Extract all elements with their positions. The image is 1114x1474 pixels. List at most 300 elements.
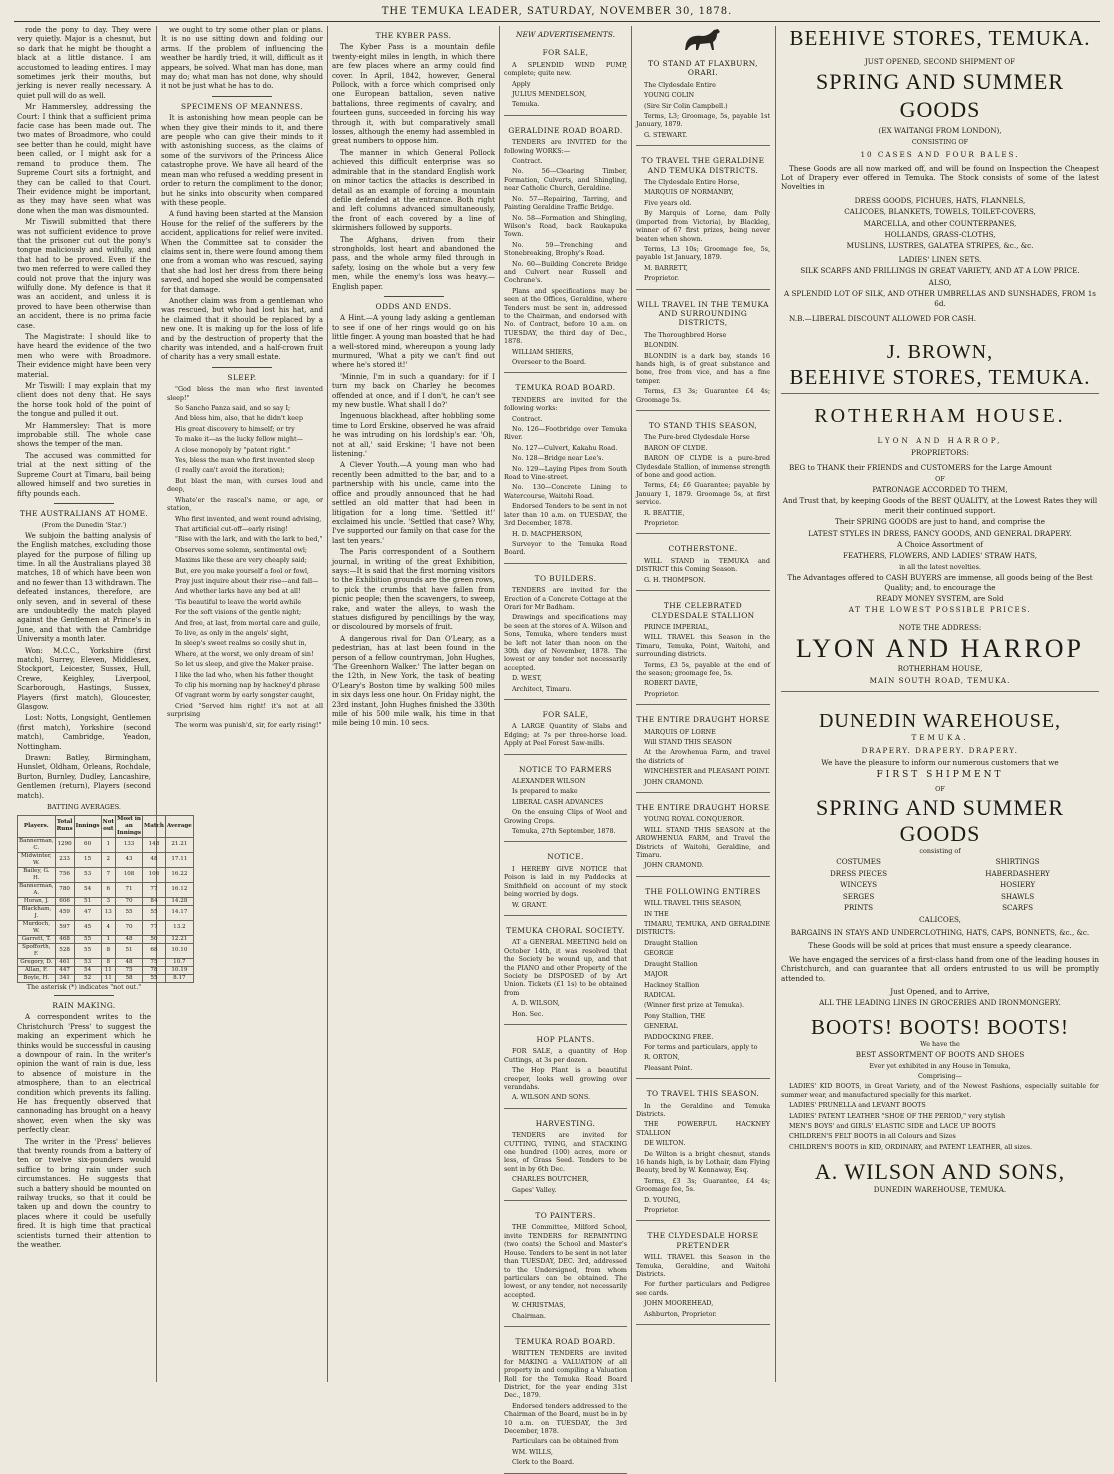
goods-item: DRESS PIECES [830, 868, 888, 878]
ad-line: For further particulars and Pedigree see cards. [636, 1280, 770, 1297]
paragraph: A fund having been started at the Mansion House for the relief of the sufferers by the accident, applications for relief were invited. When the Committee sat to consider the claims sent in, there were found among them one from a woman who was rescued, saying that she had lost her dress from there being saved, and hoped she would be compensated for that damage. [161, 210, 323, 294]
verse-line: But, ere you make yourself a fool or fowl, [175, 566, 310, 575]
ad-line: DUNEDIN WAREHOUSE, TEMUKA. [873, 1185, 1007, 1195]
advertisement [504, 845, 627, 915]
ad-title: FOR SALE, [542, 710, 589, 719]
ad-line: MAJOR [644, 970, 668, 979]
ad-line: BEST ASSORTMENT OF BOOTS AND SHOES [855, 1050, 1025, 1060]
table-cell: 461 [55, 958, 74, 966]
ad-line: Will STAND THIS SEASON [644, 737, 732, 746]
ad-line: TIMARU, TEMUKA, AND GERALDINE DISTRICTS: [636, 920, 770, 937]
table-cell: 4 [101, 920, 115, 935]
article-title: THE KYBER PASS. [375, 31, 452, 40]
ad-line: Surveyor to the Temuka Road Board. [504, 539, 627, 557]
verse-line: Pray just inquire about their rise—and fall— [175, 576, 319, 585]
table-cell: 70 [116, 897, 143, 905]
ad-line: ALEXANDER WILSON [512, 777, 586, 786]
paragraph: The manner in which General Pollock achieved this difficult enterprise was so admirable that in the standard English work on minor tactics the attacks is described in detail as an example of forcing a mountain defile defended at the entrance. Both right and left columns advanced simultaneously, the front of each covered by a line of skirmishers followed by supports. [332, 148, 495, 233]
goods-item: SERGES [842, 891, 875, 901]
paragraph: The Magistrate: I should like to have heard the evidence of the two men who were with Broadmore. Their evidence might have been very material. [17, 333, 151, 379]
verse-line: To live, as only in the angels' sight, [175, 628, 289, 637]
ad-line: Draught Stallion [644, 938, 698, 947]
table-cell: 11 [101, 974, 115, 982]
ad-title: FOR SALE, [542, 48, 589, 58]
ad-line: N.B.—LIBERAL DISCOUNT ALLOWED FOR CASH. [789, 313, 977, 323]
ad-signature: BEEHIVE STORES, TEMUKA. [789, 365, 1091, 390]
ad-line: No. 127—Culvert, Kakahu Road. [512, 443, 618, 452]
ad-line: in all the latest novelties. [899, 562, 981, 571]
table-cell: Garrett, T. [18, 935, 56, 943]
advertisement [504, 1028, 627, 1109]
paragraph: The Afghans, driven from their strongholds, lost heart and abandoned the pass, and the whole army filed through in safety, losing on the whole but a very few men, while the enemy's loss was heavy.—English paper. [332, 235, 495, 291]
table-cell: 71 [116, 882, 143, 897]
ad-body: These Goods are all now marked off, and will be found on Inspection the Cheapest Lot of Drapery ever offered in Temuka. The Stock consists of some of the latest Novelties in [781, 163, 1099, 192]
advertisement [636, 1224, 770, 1325]
verse-line: And free, at last, from mortal care and guile, [175, 618, 321, 627]
ad-line: OF [935, 784, 945, 793]
ad-line: Proprietor. [644, 1206, 679, 1215]
ad-line: JUST OPENED, SECOND SHIPMENT OF [864, 57, 1016, 66]
ad-line: FEATHERS, FLOWERS, AND LADIES' STRAW HATS, [843, 551, 1037, 561]
table-cell: 68 [143, 943, 166, 958]
ad-line: No. 130—Concrete Lining to Watercourse, Waitohi Road. [504, 483, 627, 500]
paragraph: Drawn: Batley, Birmingham, Hunslet, Oldham, Orleans, Rochdale, Burton, Burnley, Dudley, Lancashire, Gentlemen (return), Players (second match). [17, 754, 151, 800]
verse-line: Cried "Served him right! it's not at all surprising [167, 701, 323, 719]
verse-line: For the soft visions of the gentle night; [175, 608, 302, 617]
table-cell: 75 [143, 958, 166, 966]
table-cell: 48 [116, 935, 143, 943]
table-cell: Midwinter, W. [18, 852, 56, 867]
dunedin-ad [781, 695, 1099, 1195]
table-header: Average [165, 815, 193, 837]
column-divider [327, 26, 328, 1382]
advertisement [504, 1330, 627, 1474]
article-title: ODDS AND ENDS. [375, 301, 452, 311]
ad-body: BEG to THANK their FRIENDS and CUSTOMERS for the Large Amount [789, 463, 1052, 473]
advertisement [636, 52, 770, 146]
table-cell: 55 [143, 905, 166, 920]
paragraph: Mr Hammersley, addressing the Court: I think that a sufficient prima facie case has been made out. The two mates of Broadmore, who could see better than he could, might have been called, or I might ask for a remand to produce them. The Supreme Court sits a fortnight, and they can be called to that Court. Their evidence might be important, as they may have seen what was done when the man was dismounted. [17, 103, 151, 215]
article-title: THE AUSTRALIANS AT HOME. [19, 508, 149, 518]
table-cell: 78 [143, 966, 166, 974]
column-3 [332, 26, 495, 1382]
table-cell: 60 [74, 837, 101, 852]
goods-item: HOLLANDS, GRASS-CLOTHS, [884, 230, 996, 240]
table-cell: 8 [101, 958, 115, 966]
ad-line: Proprietor. [644, 689, 679, 698]
ad-line: AT THE LOWEST POSSIBLE PRICES. [848, 605, 1032, 615]
verse-line: That artificial cut-off—early rising! [175, 524, 288, 533]
table-cell: 70 [116, 920, 143, 935]
table-cell: 77 [143, 920, 166, 935]
ad-line: BARON OF CLYDE. [644, 443, 708, 452]
ad-headline: LYON AND HARROP [796, 634, 1084, 664]
table-cell: Murdoch, W. [18, 920, 56, 935]
advertisement [636, 796, 770, 877]
advertisement [636, 149, 770, 289]
advertisement [636, 293, 770, 411]
table-cell: 48 [143, 852, 166, 867]
ad-line: Terms, £3 5s, payable at the end of the season; groomage fee, 5s. [636, 660, 770, 677]
ad-line: No. 128—Bridge near Lee's. [512, 454, 604, 463]
table-note: The asterisk (*) indicates "not out." [26, 982, 142, 991]
ad-line: Endorsed Tenders to be sent in not later than 10 a.m. on TUESDAY, the 3rd December, 1878. [504, 502, 627, 528]
table-cell: 14.17 [165, 905, 193, 920]
ad-line: H. D. MACPHERSON, [512, 529, 583, 538]
table-header: Not out [101, 815, 115, 837]
ad-line: We have the pleasure to inform our numerous customers that we [821, 757, 1059, 767]
table-cell: 48 [116, 958, 143, 966]
ad-line: TENDERS are invited for the following works: [504, 395, 627, 413]
ad-line: In the Geraldine and Temuka Districts. [636, 1101, 770, 1118]
ad-line: M. BARRETT, [644, 263, 688, 272]
table-cell: Boyle, H. [18, 974, 56, 982]
goods-item: WINCEYS [840, 880, 878, 890]
ad-line: W. CHRISTMAS, [512, 1301, 566, 1310]
ad-line: We have the [920, 1039, 960, 1048]
paragraph: The Paris correspondent of a Southern journal, in writing of the great Exhibition, says:—It is said that the first morning visitors to the Exhibition grounds are the green rows, to pick the crumbs that have fallen from picnic people; then the scavengers, to sweep, rake, and water the alleys, to wash the statues disfigured by pencillings by the way, or discoloured by morsels of fruit. [332, 548, 495, 632]
verse-line: I like the lad who, when his father thought [175, 670, 314, 679]
table-cell: Bannerman, A. [19, 882, 54, 896]
advertisement [504, 376, 627, 563]
ad-line: De Wilton is a bright chesnut, stands 16 hands high, is by Lothair, dam Flying Beauty, bred by W. Kennaway, Esq. [636, 1149, 770, 1175]
table-cell: 77 [143, 882, 166, 897]
ad-line: Contract. [512, 414, 543, 423]
table-cell: 7 [101, 867, 115, 882]
ad-line: WRITTEN TENDERS are invited for MAKING a VALUATION of all property in and compiling a Valuation Roll for the Temuka Road Board District, for the year ending 31st Dec., 1879. [504, 1349, 627, 1400]
column-2 [161, 26, 323, 1382]
table-cell: 468 [55, 935, 74, 943]
table-cell: 43 [116, 852, 143, 867]
ad-line: Contract. [512, 157, 543, 166]
paragraph: we ought to try some other plan or plans. It is no use sitting down and folding our arms. If the problem of influencing the weather be hardly tried, it will, difficult as it appears, be solved. What man has done, man may do; what man has not done, why should it not be just what he has to do. [161, 26, 323, 91]
advertisement [504, 703, 627, 755]
verse-line: Observes some solemn, sentimental owl; [175, 545, 308, 554]
table-cell: 1 [101, 837, 115, 852]
ad-line: PROPRIETORS: [911, 447, 969, 457]
table-cell: 45 [74, 920, 101, 935]
paragraph: The accused was committed for trial at the next sitting of the Supreme Court at Timaru, bail being allowed himself and two sureties in fifty pounds each. [17, 451, 151, 498]
section-header: NEW ADVERTISEMENTS. [516, 30, 615, 39]
ad-line: For terms and particulars, apply to [644, 1042, 758, 1051]
ad-line: WILL TRAVEL this Season in the Timaru, Temuka, Point, Waitohi, and surrounding districts. [636, 633, 770, 659]
ad-line: Is prepared to make [512, 787, 578, 796]
table-cell: 8 [101, 943, 115, 958]
ad-line: W. GRANT. [512, 900, 547, 909]
ad-line: Architect, Timaru. [512, 684, 572, 693]
ad-line: FOR SALE, a quantity of Hop Cuttings, at 3s per dozen. [504, 1047, 627, 1064]
advertisement [504, 567, 627, 700]
ad-title: HOP PLANTS. [536, 1034, 595, 1044]
ad-line: D. WEST, [512, 674, 542, 683]
ad-line: ROTHERHAM HOUSE, [897, 664, 983, 674]
verse-line: His great discovery to himself; or try [175, 424, 295, 433]
table-cell: 597 [55, 920, 74, 935]
ad-line: Plans and specifications may be seen at the Offices, Geraldine, where Tenders must be sent in, addressed to the Chairman, and endorsed with No. of Contract, before 10 a.m. on TUESDAY, the third day of Dec., 1878. [504, 286, 627, 346]
ad-line: And Trust that, by keeping Goods of the BEST QUALITY, at the Lowest Rates they will merit their continued support. [782, 496, 1098, 515]
ad-line: Five years old. [644, 198, 692, 207]
divider [212, 367, 272, 368]
ad-line: No. 57—Repairing, Tarring, and Painting Geraldine Traffic Bridge. [504, 194, 627, 212]
ad-line: WILL STAND in TEMUKA and DISTRICT this Coming Season. [636, 556, 770, 574]
ad-title: THE ENTIRE DRAUGHT HORSE [636, 715, 770, 725]
verse-line: (I really can't avoid the iteration); [175, 466, 285, 475]
table-cell: 108 [116, 867, 143, 882]
ad-line: THE POWERFUL HACKNEY STALLION [636, 1120, 770, 1137]
boot-item: LADIES' PATENT LEATHER "SHOE OF THE PERIOD," very stylish [789, 1111, 1006, 1120]
advertisement [504, 41, 627, 115]
ad-line: CHARLES BOUTCHER, [512, 1175, 589, 1184]
ad-line: LADIES' LINEN SETS. [898, 254, 982, 264]
table-cell: 51 [74, 897, 101, 905]
ad-line: Temuka. [512, 100, 540, 109]
paragraph: A correspondent writes to the Christchurch 'Press' to suggest the making an experiment which he thinks would be successful in causing a downpour of rain. In the writer's opinion the want of rain is due, less to absence of moisture in the atmosphere, than to an electrical condition which prevents its falling. He has frequently observed that cannonading has brought on a heavy shower, even when the sky was perfectly clear. [17, 1013, 151, 1135]
ad-title: NOTICE TO FARMERS [519, 764, 612, 774]
ad-line: MARQUIS OF NORMANBY, [644, 188, 734, 197]
table-cell: 1 [101, 935, 115, 943]
ad-line: TENDERS are invited for CUTTING, TYING, and STACKING one hundred (100) acres, more or less, of Grass Seed. Tenders to be sent in by 6th Dec. [504, 1131, 627, 1173]
ad-line: RADICAL [644, 990, 675, 999]
ad-line: Proprietor. [644, 274, 679, 283]
ad-line: Draught Stallion [644, 959, 698, 968]
table-cell: 2 [101, 852, 115, 867]
ad-line: These Goods will be sold at prices that must ensure a speedy clearance. [808, 941, 1072, 951]
paragraph: A Clever Youth.—A young man who had recently been admitted to the bar, and to a partnership with his uncle, came into the office and proudly announced that he had settled an old matter that had been in litigation for a long time. 'Settled it!' exclaimed his uncle. 'Settled that case? Why, I've supported our family on that case for the last ten years.' [332, 461, 495, 545]
table-header: Most in an Innings [117, 815, 142, 836]
article-title: SPECIMENS OF MEANNESS. [181, 101, 303, 111]
boot-item: CHILDREN'S FELT BOOTS in all Colours and Sizes [789, 1132, 956, 1141]
table-cell: Bailey, G. H. [18, 867, 56, 882]
table-cell: 75 [116, 966, 143, 974]
goods-item: HOSIERY [1000, 880, 1036, 890]
ad-line: A SPLENDID LOT OF SILK, AND OTHER UMBRELLAS AND SUNSHADES, FROM 1s 6d. [784, 289, 1096, 308]
table-cell: 17.11 [165, 852, 193, 867]
verse-line: So Sancho Panza said, and so say I; [175, 404, 291, 413]
goods-item: CALICOES, BLANKETS, TOWELS, TOILET-COVERS, [844, 207, 1036, 217]
ad-line: MARQUIS OF LORNE [644, 727, 716, 736]
ad-line: PADDOCKING FREE. [644, 1032, 714, 1041]
ad-line: The Clydesdale Entire [644, 80, 716, 89]
masthead: THE TEMUKA LEADER, SATURDAY, NOVEMBER 30, 1878. [381, 6, 733, 17]
ad-headline: BOOTS! BOOTS! BOOTS! [810, 1014, 1069, 1039]
table-cell: 459 [55, 905, 74, 920]
advertisement [636, 537, 770, 591]
advertisement [636, 880, 770, 1079]
ad-line: Ever yet exhibited in any House in Temuka, [869, 1061, 1011, 1070]
table-cell: 10.10 [165, 943, 193, 958]
ad-line: CALICOES, [919, 914, 961, 924]
paragraph: We subjoin the batting analysis of the English matches, excluding those played for the purpose of filling up time. In all the Australians played 38 matches, 18 of which have been won and no fewer than 13 withdrawn. The defeated instances, therefore, are only seven, and in several of these are undoubtedly the match played against the Gentlemen at Prince's in June, and that with the Cambridge University a month later. [17, 531, 151, 644]
ad-title: TEMUKA CHORAL SOCIETY. [506, 925, 625, 935]
column-divider [631, 26, 632, 1382]
table-cell: Spofforth, F. [18, 943, 56, 958]
table-cell: 14.28 [165, 897, 193, 905]
ad-line: READY MONEY SYSTEM, are Sold [876, 594, 1004, 603]
ad-line: BLONDIN. [644, 341, 679, 350]
divider [54, 503, 114, 504]
horse-icon [680, 26, 726, 52]
verse-line: But blast the man, with curses loud and deep, [167, 476, 323, 494]
ad-line: Gapes' Valley. [512, 1185, 557, 1194]
verse-line: And bless him, also, that he didn't keep [175, 414, 303, 423]
ad-line: Pleasant Point. [644, 1063, 693, 1072]
column-divider [775, 26, 776, 1382]
goods-item: COSTUMES [836, 857, 881, 867]
ad-line: Comprising— [918, 1071, 962, 1080]
ad-line: Apply [512, 79, 531, 88]
table-cell: Allan, F. [18, 966, 56, 974]
table-cell: 58 [116, 974, 143, 982]
table-cell: Blackham, J. [18, 905, 56, 920]
paragraph: The writer in the 'Press' believes that twenty rounds from a battery of ten or twelve six-pounders would suffice to bring rain under such circumstances. He suggests that such a battery should be mounted on railway trucks, so that it could be taken up and down the country to places where it could be usefully fired. It is high time that practical scientists turned their attention to the weather. [17, 1137, 151, 1250]
ad-title: TO PAINTERS. [535, 1211, 596, 1221]
table-cell: 54 [74, 882, 101, 897]
advertisement [504, 1204, 627, 1327]
ad-line: Proprietor. [644, 519, 679, 528]
verse-line: Whate'er the rascal's name, or age, or station, [167, 495, 323, 513]
ad-line: Terms, L3 10s; Groomage fee, 5s, payable 1st January, 1879. [636, 244, 770, 262]
ad-line: CONSISTING OF [911, 137, 969, 146]
table-cell: 10.7 [165, 958, 193, 966]
table-cell: 13.2 [165, 920, 193, 935]
ad-title: TO TRAVEL THE GERALDINE AND TEMUKA DISTRICTS. [641, 156, 765, 175]
table-cell: 16.12 [165, 882, 193, 897]
goods-item: SCARFS [1002, 903, 1034, 913]
ad-title: THE CLYDESDALE HORSE PRETENDER [647, 1231, 759, 1250]
ad-line: DRAPERY. DRAPERY. DRAPERY. [861, 746, 1019, 756]
ad-line: No. 126—Footbridge over Temuka River. [504, 425, 627, 442]
table-cell: 54 [74, 966, 101, 974]
ad-line: TENDERS are INVITED for the following WORKS:— [504, 138, 627, 155]
table-cell: 55 [116, 905, 143, 920]
ad-line: R. ORTON, [644, 1053, 680, 1062]
paragraph: Mr Tiswill submitted that there was not sufficient evidence to prove that the prisoner cut out the pony's tongue maliciously and wilfully, and that had to be proved. Even if the two men referred to were called they could not prove that the injury was wilfully done. My defence is that it was an accident, and unless it is proved to have been otherwise than an accident, there is no prima facie case. [17, 218, 151, 330]
ad-line: TENDERS are invited for the Erection of a Concrete Cottage at the Orari for Mr Badham. [504, 586, 627, 611]
table-header: Match [143, 815, 166, 837]
advertisement [504, 919, 627, 1025]
ad-title: NOTICE. [547, 852, 584, 862]
ad-line: ROBERT DAVIE, [644, 679, 698, 688]
masthead-rule [14, 21, 1100, 22]
table-cell: 55 [74, 943, 101, 958]
table-cell: 1290 [55, 837, 74, 852]
ad-line: Endorsed tenders addressed to the Chairman of the Board, must be in by 10 a.m. on TUESDAY, the 3rd December, 1878. [504, 1401, 627, 1435]
ad-line: LIBERAL CASH ADVANCES [512, 797, 604, 806]
ad-line: SILK SCARFS AND FRILLINGS IN GREAT VARIETY, AND AT A LOW PRICE. [800, 266, 1080, 276]
table-header: Innings [74, 815, 101, 837]
ad-headline: SPRING AND SUMMER GOODS [815, 69, 1065, 123]
ad-line: Hon. Sec. [512, 1009, 544, 1018]
table-cell: 52 [74, 974, 101, 982]
ad-line: YOUNG ROYAL CONQUEROR. [644, 815, 745, 824]
ad-line: (Winner first prize at Temuka). [644, 1001, 744, 1010]
paragraph: A dangerous rival for Dan O'Leary, as a pedestrian, has at last been found in the person of a fellow countryman, John Hughes, 'The Greenhorn Walker.' The latter began on the 12th, in New York, the task of beating O'Leary's Boston time by walking 500 miles in six days less one hour. On Friday night, the 23rd instant, John Hughes finished the 330th mile of his 500 mile walk, his time in that mile being 10 min. 10 secs. [332, 634, 495, 728]
article-title: RAIN MAKING. [52, 1000, 116, 1010]
table-cell: 8.17 [165, 974, 193, 982]
column-divider [156, 26, 157, 1382]
paragraph: The Kyber Pass is a mountain defile twenty-eight miles in length, in which there are few places where an army could find cover. In April, 1842, however, General Pollock, with a force which comprised only one European battalion, seven native battalions, three regiments of cavalry, and fourteen guns, succeeded in forcing his way through it, with but comparatively small losses, although the enemy had assembled in great numbers to oppose him. [332, 43, 495, 146]
advertisement [504, 119, 627, 374]
ad-line: No. 60—Building Concrete Bridge and Culvert near Russell and Cochrane's. [504, 259, 627, 285]
ad-line: Temuka, 27th September, 1878. [512, 827, 616, 836]
divider [54, 995, 114, 996]
verse-line: Where, at the worst, we only dream of sin! [175, 649, 314, 658]
divider [384, 296, 444, 297]
table-cell: 528 [55, 943, 74, 958]
verse-line: Maxims like these are very cheaply said; [175, 556, 307, 565]
article-title: SLEEP. [227, 372, 257, 382]
ad-title: THE ENTIRE DRAUGHT HORSE [636, 803, 770, 812]
ad-line: WILL STAND THIS SEASON at the AROWHENUA FARM, and Travel the Districts of Waitohi, Geraldine, and Timaru. [636, 825, 770, 860]
column-4 [504, 26, 627, 1467]
ad-title: ROTHERHAM HOUSE. [814, 405, 1066, 428]
verse-line: To clip his morning nap by hackney'd phrase [175, 681, 320, 689]
table-cell: 51 [116, 943, 143, 958]
ad-body: We have engaged the services of a first-class hand from one of the leading houses in Christchurch, and can guarantee that all orders entrusted to us will be promptly attended to. [781, 954, 1099, 983]
table-cell: 780 [55, 882, 74, 897]
ad-line: WILL TRAVEL THIS SEASON, [644, 899, 742, 908]
ad-line: IN THE [644, 909, 669, 918]
ad-title: DUNEDIN WAREHOUSE, [818, 710, 1062, 733]
ad-line: WILLIAM SHIERS, [512, 347, 574, 356]
table-cell: 341 [55, 974, 74, 982]
paragraph: It is astonishing how mean people can be when they give their minds to it, and there are people who can give their minds to it with astonishing success, as the claims of some of the survivors of the Princess Alice catastrophe prove. We have all heard of the mean man who refused a wedding present in order to return the compliment to the donor, but he sinks into obscurity when compared with these people. [161, 114, 323, 207]
ad-title: WILL TRAVEL IN THE TEMUKA AND SURROUNDING DISTRICTS, [637, 299, 769, 328]
advertisement [636, 708, 770, 793]
ad-line: At the Arowhenua Farm, and travel the districts of [636, 748, 770, 765]
table-cell: 21.21 [165, 837, 193, 852]
boot-item: LADIES' KID BOOTS, in Great Variety, and of the Newest Fashions, especially suitable for summer wear, and manufactured specially for this market. [781, 1082, 1099, 1099]
article-source: (From the Dunedin 'Star.') [41, 521, 127, 530]
ad-title: TEMUKA ROAD BOARD. [515, 383, 616, 393]
table-cell: 6 [101, 882, 115, 897]
ad-line: JOHN CRAMOND. [644, 861, 704, 870]
table-cell: 47 [74, 905, 101, 920]
advertisement [504, 1112, 627, 1201]
ad-line: A Choice Assortment of [897, 539, 983, 549]
ad-line: PRINCE IMPERIAL, [644, 622, 710, 631]
ad-line: Just Opened, and to Arrive, [890, 986, 990, 996]
beehive-ad [781, 26, 1099, 389]
ad-title: TO STAND THIS SEASON, [648, 421, 758, 430]
ad-line: DE WILTON. [644, 1139, 686, 1148]
ad-line: OF [935, 474, 945, 483]
ad-title: TO TRAVEL THIS SEASON. [646, 1089, 760, 1099]
ad-title: HARVESTING. [535, 1118, 596, 1128]
goods-list [781, 857, 1099, 914]
ad-line: A. D. WILSON, [512, 999, 560, 1008]
ad-line: Terms, £4; £6 Guarantee; payable by January 1, 1879. Groomage 5s, at first service. [636, 481, 770, 507]
ad-line: ALSO, [928, 277, 952, 287]
verse-line: 'Tis beautiful to leave the world awhile [175, 597, 302, 606]
paragraph: Another claim was from a gentleman who was rescued, but who had lost his hat, and he claimed that it should be replaced by a new one. It is making up for the loss of life and by the destruction of property that the charity was intended, and a half-crown fruit of charity has a very small estate. [161, 296, 323, 362]
ad-line: Overseer to the Board. [512, 358, 587, 366]
ad-line: (Sire Sir Colin Campbell.) [644, 101, 728, 110]
table-cell: 13 [101, 905, 115, 920]
ad-title: TEMUKA ROAD BOARD. [515, 1336, 616, 1346]
divider [212, 96, 272, 97]
verse-line: Who first invented, and went round advising, [175, 514, 322, 523]
goods-item: DRESS GOODS, FICHUES, HATS, FLANNELS, [854, 195, 1026, 205]
table-cell: 11 [101, 966, 115, 974]
paragraph: Won: M.C.C., Yorkshire (first match), Surrey, Eleven, Middlesex, Stockport, Leicester, Sussex, Hull, Crewe, Keighley, Liverpool, Scarborough, Hastings, Sussex, Players (first match), Gloucester, Glasgow. [17, 646, 151, 712]
advertisement [636, 1082, 770, 1221]
ad-line: Hackney Stallion [644, 980, 700, 989]
ad-line: JOHN MOOREHEAD, [644, 1299, 714, 1308]
ad-line: The Clydesdale Entire Horse, [644, 178, 740, 187]
ad-line: The Pure-bred Clydesdale Horse [644, 433, 750, 442]
ad-line: BARGAINS IN STAYS AND UNDERCLOTHING, HATS, CAPS, BONNETS, &c., &c. [790, 927, 1090, 937]
